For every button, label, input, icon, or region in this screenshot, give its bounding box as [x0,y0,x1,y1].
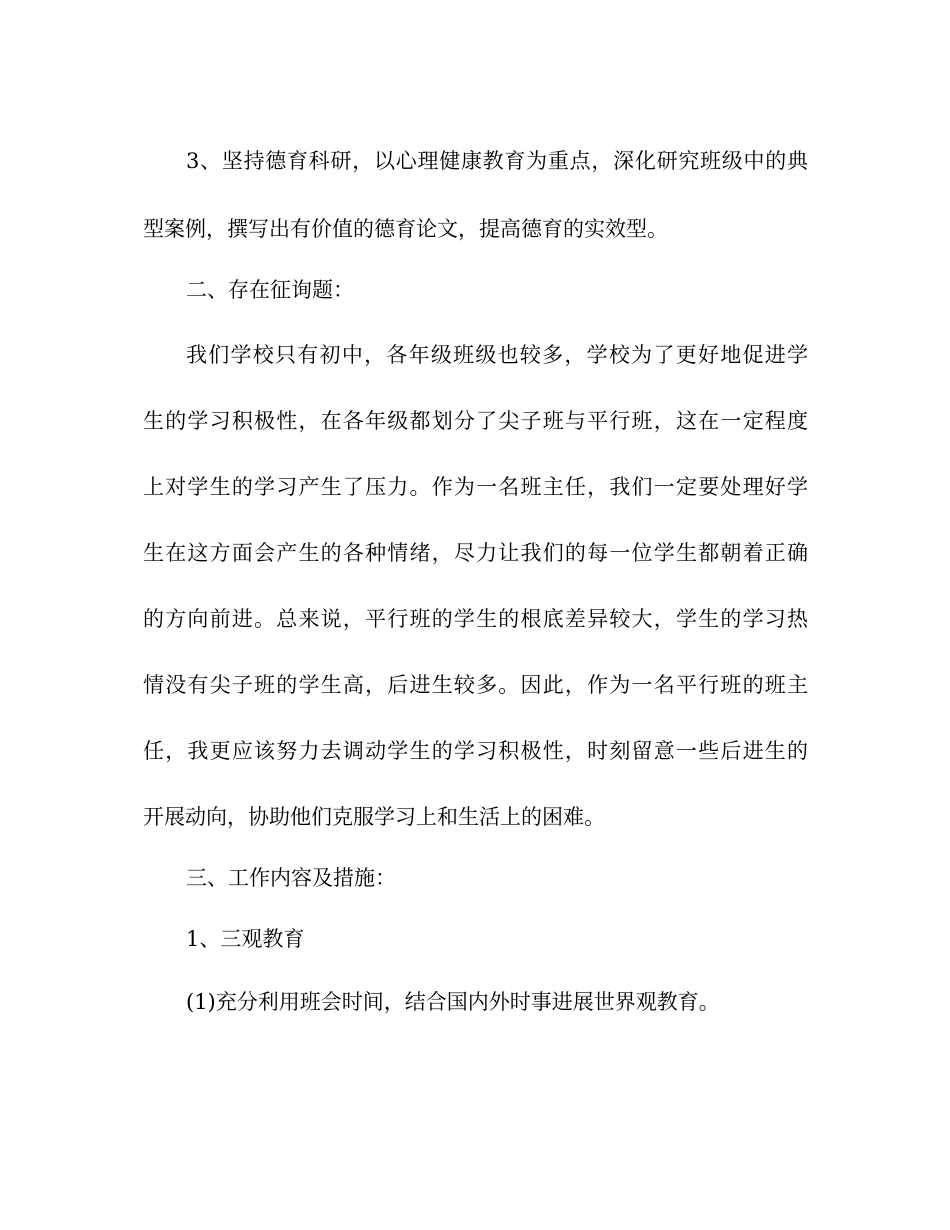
paragraph-line: 上对学生的学习产生了压力。作为一名班主任，我们一定要处理好学 [143,475,808,499]
paragraph-line: 型案例，撰写出有价值的德育论文，提高德育的实效型。 [143,217,668,241]
subsection-heading: 1、三观教育 [186,927,305,951]
paragraph-line: 我们学校只有初中，各年级班级也较多，学校为了更好地促进学 [186,343,808,367]
paragraph-line: 开展动向，协助他们克服学习上和生活上的困难。 [143,805,605,829]
paragraph-line: 生的学习积极性，在各年级都划分了尖子班与平行班，这在一定程度 [143,409,808,433]
paragraph-line: 情没有尖子班的学生高，后进生较多。因此，作为一名平行班的班主 [143,673,808,697]
paragraph-line: 3、坚持德育科研，以心理健康教育为重点，深化研究班级中的典 [186,149,808,173]
section-heading: 三、工作内容及措施： [186,866,396,890]
paragraph-line: 的方向前进。总来说，平行班的学生的根底差异较大，学生的学习热 [143,607,808,631]
paragraph-line: (1)充分利用班会时间，结合国内外时事进展世界观教育。 [186,990,720,1014]
paragraph-line: 生在这方面会产生的各种情绪，尽力让我们的每一位学生都朝着正确 [143,541,808,565]
paragraph-line: 任，我更应该努力去调动学生的学习积极性，时刻留意一些后进生的 [143,739,808,763]
section-heading: 二、存在征询题： [186,278,354,302]
